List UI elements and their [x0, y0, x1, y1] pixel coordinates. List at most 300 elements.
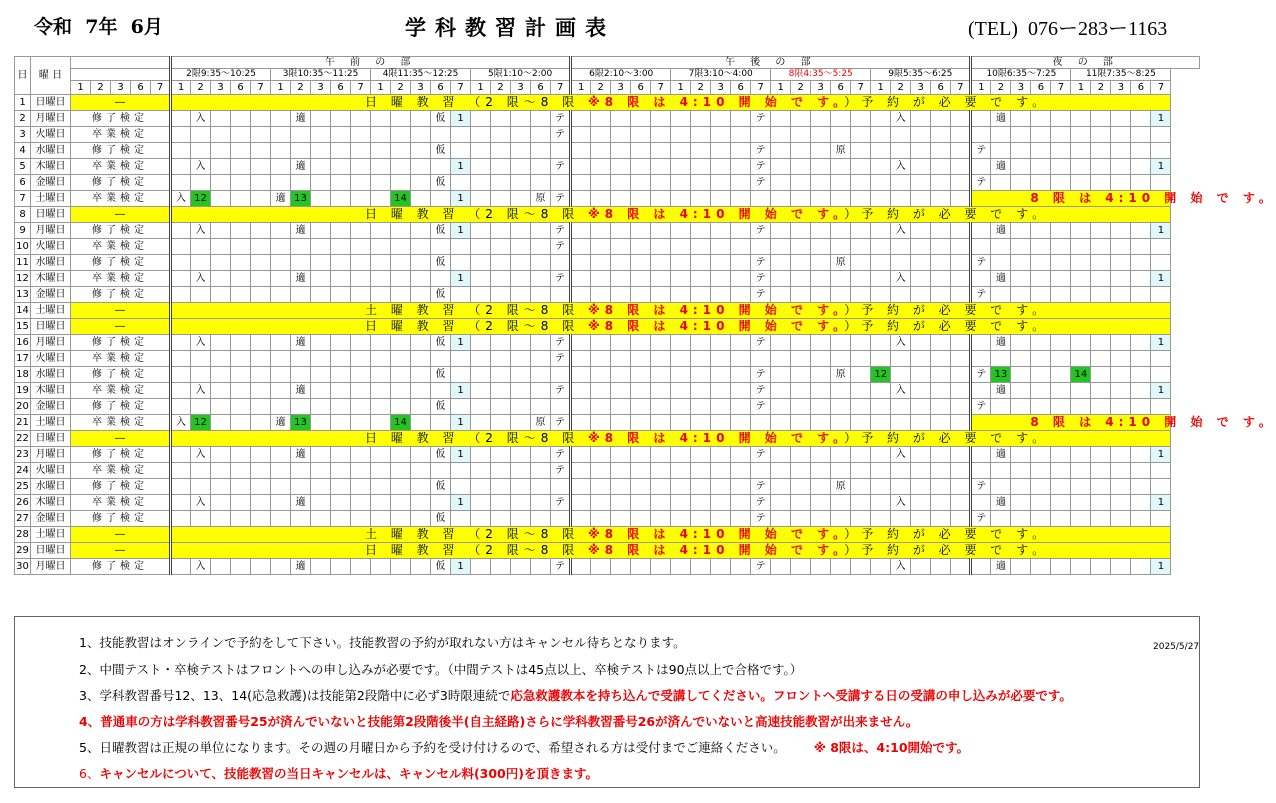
weekend-banner [171, 543, 1171, 559]
period-cell [871, 399, 891, 415]
period-cell [271, 287, 291, 303]
day-number: 1 [15, 95, 31, 111]
period-cell [631, 223, 651, 239]
period-cell [391, 335, 411, 351]
period-cell [1051, 111, 1071, 127]
period-cell [631, 559, 651, 575]
period-cell [871, 495, 891, 511]
period-cell [331, 351, 351, 367]
lesson-one-cell: 1 [451, 495, 471, 511]
weekday: 日曜日 [31, 207, 71, 223]
period-cell [191, 367, 211, 383]
period-cell [391, 399, 411, 415]
schedule-row [15, 511, 1200, 527]
period-cell [1091, 447, 1111, 463]
period-cell [591, 223, 611, 239]
period-cell [1111, 335, 1131, 351]
period-cell [771, 255, 791, 271]
period-cell [951, 271, 971, 287]
period-cell [471, 399, 491, 415]
period-cell [591, 559, 611, 575]
period-cell [731, 415, 751, 431]
period-cell [771, 191, 791, 207]
aid-lesson-cell: 14 [1071, 367, 1091, 383]
period-cell [351, 479, 371, 495]
period-cell [1071, 127, 1091, 143]
period-cell [371, 271, 391, 287]
period-cell [311, 223, 331, 239]
period-cell [331, 143, 351, 159]
period-cell [1031, 447, 1051, 463]
period-cell [951, 463, 971, 479]
period-cell [491, 159, 511, 175]
period-cell [611, 191, 631, 207]
period-cell [411, 399, 431, 415]
period-cell [851, 399, 871, 415]
period-number: 2 [291, 81, 311, 95]
period-cell [931, 335, 951, 351]
period-cell [631, 415, 651, 431]
period-cell [971, 447, 991, 463]
aid-lesson-cell: 14 [391, 191, 411, 207]
period-cell [251, 191, 271, 207]
period-cell [491, 287, 511, 303]
period-cell [1011, 335, 1031, 351]
period-cell [771, 271, 791, 287]
period-cell [331, 383, 351, 399]
period-cell [1091, 463, 1111, 479]
period-cell [951, 159, 971, 175]
period-cell [391, 383, 411, 399]
period-cell [651, 335, 671, 351]
period-cell [391, 223, 411, 239]
period-cell [551, 255, 571, 271]
period-cell [1111, 143, 1131, 159]
period-cell: テ [971, 287, 991, 303]
period-cell [251, 335, 271, 351]
period-cell [751, 239, 771, 255]
period-cell [791, 367, 811, 383]
period-number: 2 [791, 81, 811, 95]
period-cell [211, 399, 231, 415]
period-cell [791, 111, 811, 127]
banner-text: 日 曜 教 習 （2 限～8 限 [365, 431, 589, 445]
period-cell [691, 495, 711, 511]
period-cell [871, 463, 891, 479]
period-cell: 適 [291, 111, 311, 127]
period-cell [951, 479, 971, 495]
period-cell [931, 271, 951, 287]
period-number: 6 [1131, 81, 1151, 95]
period-cell: 入 [191, 559, 211, 575]
period-cell [291, 511, 311, 527]
period-cell [511, 111, 531, 127]
period-cell [671, 223, 691, 239]
period-cell [611, 463, 631, 479]
period-cell [171, 287, 191, 303]
banner-text: 日 曜 教 習 （2 限～8 限 [365, 319, 589, 333]
period-cell: 入 [191, 159, 211, 175]
period-cell [971, 271, 991, 287]
period-cell [371, 399, 391, 415]
period-cell [611, 271, 631, 287]
period-cell [991, 255, 1011, 271]
period-cell: 入 [191, 495, 211, 511]
period-cell [911, 111, 931, 127]
day-number: 28 [15, 527, 31, 543]
period-cell [571, 287, 591, 303]
period-cell [611, 175, 631, 191]
dash-label: ― [71, 431, 171, 447]
period-cell [191, 239, 211, 255]
period-cell [831, 191, 851, 207]
aid-lesson-cell: 12 [871, 367, 891, 383]
period-cell [311, 159, 331, 175]
period-cell [931, 415, 951, 431]
period-cell [671, 287, 691, 303]
period-cell [1011, 351, 1031, 367]
period-cell [1031, 159, 1051, 175]
period-cell [931, 383, 951, 399]
period-cell [871, 111, 891, 127]
phone-number: (TEL) 076ー283ー1163 [968, 18, 1168, 40]
lesson-one-cell: 1 [1151, 335, 1171, 351]
period-cell [531, 271, 551, 287]
period-cell [631, 175, 651, 191]
period-cell [291, 463, 311, 479]
period-cell [331, 511, 351, 527]
period-cell [891, 287, 911, 303]
period-cell [1131, 159, 1151, 175]
period-cell [671, 511, 691, 527]
weekday: 木曜日 [31, 495, 71, 511]
period-cell [531, 479, 551, 495]
period-cell [511, 447, 531, 463]
period-cell [771, 287, 791, 303]
period-cell [531, 399, 551, 415]
period-cell [231, 479, 251, 495]
weekday: 月曜日 [31, 223, 71, 239]
period-cell [911, 511, 931, 527]
period-cell [891, 511, 911, 527]
weekend-banner [171, 95, 1171, 111]
period-cell [531, 447, 551, 463]
period-cell [711, 159, 731, 175]
period-cell [811, 223, 831, 239]
period-cell [651, 511, 671, 527]
period-number: 2 [191, 81, 211, 95]
weekday: 水曜日 [31, 479, 71, 495]
period-cell [931, 159, 951, 175]
period-cell [491, 415, 511, 431]
period-cell [1051, 399, 1071, 415]
period-cell [411, 239, 431, 255]
period-cell [831, 111, 851, 127]
period-cell [431, 463, 451, 479]
period-cell [571, 447, 591, 463]
period-cell [491, 463, 511, 479]
period-cell [711, 223, 731, 239]
period-cell [591, 239, 611, 255]
period-cell [771, 463, 791, 479]
period-cell [451, 367, 471, 383]
period-cell [791, 175, 811, 191]
period-cell [391, 143, 411, 159]
lesson-one-cell: 1 [1151, 495, 1171, 511]
period-cell [331, 239, 351, 255]
period-cell [591, 495, 611, 511]
period-cell [1091, 511, 1111, 527]
period-cell [471, 239, 491, 255]
period-number: 1 [871, 81, 891, 95]
period-number: 7 [651, 81, 671, 95]
period-cell [311, 351, 331, 367]
period-cell [431, 351, 451, 367]
weekday: 日曜日 [31, 431, 71, 447]
period-cell [311, 383, 331, 399]
period-cell: 適 [991, 495, 1011, 511]
period-cell [1091, 143, 1111, 159]
period-cell [491, 191, 511, 207]
period-cell [691, 143, 711, 159]
period-cell [551, 399, 571, 415]
period-number: 6 [331, 81, 351, 95]
weekday: 木曜日 [31, 383, 71, 399]
period-cell [351, 143, 371, 159]
period-cell [911, 399, 931, 415]
period-cell [851, 255, 871, 271]
period-cell [391, 447, 411, 463]
period-cell [271, 479, 291, 495]
lesson-one-cell: 1 [1151, 271, 1171, 287]
period-cell: 仮 [431, 143, 451, 159]
period-cell [211, 159, 231, 175]
period-cell [471, 511, 491, 527]
period-cell [351, 255, 371, 271]
period-cell [291, 175, 311, 191]
period-cell [271, 159, 291, 175]
banner-text: 日 曜 教 習 （2 限～8 限 [365, 543, 589, 557]
period-cell [1051, 495, 1071, 511]
period-cell [771, 559, 791, 575]
period-cell [171, 399, 191, 415]
period-cell [251, 447, 271, 463]
period-cell [671, 127, 691, 143]
period-cell [331, 159, 351, 175]
period-cell [211, 511, 231, 527]
lesson-one-cell: 1 [451, 335, 471, 351]
period-cell [711, 271, 731, 287]
aid-lesson-cell: 13 [291, 191, 311, 207]
period-cell [1051, 175, 1071, 191]
period-cell [631, 479, 651, 495]
period-cell: 適 [291, 223, 311, 239]
period-cell [731, 511, 751, 527]
period-cell [611, 367, 631, 383]
period-number: 2 [691, 81, 711, 95]
period-cell [731, 447, 751, 463]
period-cell [291, 351, 311, 367]
period-cell [1011, 463, 1031, 479]
period-cell: 適 [991, 159, 1011, 175]
period-cell [931, 367, 951, 383]
period-cell [471, 415, 491, 431]
period-cell [351, 495, 371, 511]
period-cell [731, 271, 751, 287]
period-cell [471, 175, 491, 191]
dash-label: ― [71, 303, 171, 319]
period-cell: テ [551, 223, 571, 239]
period-cell [711, 511, 731, 527]
period-cell [971, 127, 991, 143]
period-cell [271, 399, 291, 415]
period-cell [1011, 239, 1031, 255]
period-number: 7 [1051, 81, 1071, 95]
period-cell [671, 447, 691, 463]
schedule-row [15, 351, 1200, 367]
period-cell [311, 191, 331, 207]
period-cell [1131, 111, 1151, 127]
period-cell [1111, 511, 1131, 527]
period-number: 6 [631, 81, 651, 95]
period-cell [371, 159, 391, 175]
period-cell [1151, 351, 1171, 367]
period-cell: テ [551, 239, 571, 255]
period-cell [511, 367, 531, 383]
period-cell [251, 127, 271, 143]
period-cell [311, 255, 331, 271]
period-cell [671, 399, 691, 415]
weekday: 金曜日 [31, 399, 71, 415]
period-cell [371, 367, 391, 383]
period-cell [791, 351, 811, 367]
slot-label: 2限9:35～10:25 [171, 69, 271, 81]
period-cell: 適 [271, 415, 291, 431]
period-cell [671, 239, 691, 255]
period-cell [691, 351, 711, 367]
period-cell [871, 191, 891, 207]
period-cell [431, 415, 451, 431]
period-cell [651, 223, 671, 239]
period-cell [191, 287, 211, 303]
period-cell: テ [971, 399, 991, 415]
period-cell: 仮 [431, 175, 451, 191]
period-cell [671, 479, 691, 495]
period-cell [771, 479, 791, 495]
period-cell [891, 143, 911, 159]
period-cell [471, 495, 491, 511]
schedule-row [15, 111, 1200, 127]
period-cell [971, 559, 991, 575]
period-cell [871, 143, 891, 159]
period-number: 6 [831, 81, 851, 95]
period-cell [411, 255, 431, 271]
period-cell [691, 383, 711, 399]
period-cell [431, 239, 451, 255]
period-cell: テ [971, 175, 991, 191]
period-cell [831, 351, 851, 367]
period-cell [1011, 159, 1031, 175]
period-cell [171, 511, 191, 527]
period-cell [811, 463, 831, 479]
lesson-one-cell: 1 [451, 223, 471, 239]
period-cell [1031, 351, 1051, 367]
period-cell [411, 367, 431, 383]
period-cell: テ [551, 111, 571, 127]
period-cell [851, 447, 871, 463]
weekday: 月曜日 [31, 111, 71, 127]
period-cell [531, 239, 551, 255]
period-cell: 入 [891, 559, 911, 575]
period-cell [591, 159, 611, 175]
exam-label: 卒業検定 [71, 351, 171, 367]
aid-lesson-cell: 13 [991, 367, 1011, 383]
period-cell [811, 239, 831, 255]
day-number: 10 [15, 239, 31, 255]
period-cell [951, 223, 971, 239]
period-cell: テ [751, 255, 771, 271]
period-cell [231, 175, 251, 191]
banner-red-text: ※8 限 は 4:10 開 始 で す。 [588, 95, 845, 109]
period-cell [771, 239, 791, 255]
period-cell [811, 271, 831, 287]
period-cell [1051, 223, 1071, 239]
period-cell [391, 479, 411, 495]
period-cell [251, 143, 271, 159]
period-cell [771, 511, 791, 527]
period-number: 7 [1151, 81, 1171, 95]
slot-label: 9限5:35～6:25 [871, 69, 971, 81]
period-cell [531, 351, 551, 367]
period-cell [251, 271, 271, 287]
period-cell [471, 463, 491, 479]
section-afternoon: 午 後 の 部 [571, 57, 971, 69]
exam-label: 卒業検定 [71, 271, 171, 287]
period-cell [271, 367, 291, 383]
period-cell [591, 383, 611, 399]
period-cell [271, 447, 291, 463]
period-cell [331, 175, 351, 191]
period-cell [991, 127, 1011, 143]
period-cell [631, 495, 651, 511]
day-number: 16 [15, 335, 31, 351]
weekday: 水曜日 [31, 255, 71, 271]
period-cell [591, 351, 611, 367]
period-cell [811, 175, 831, 191]
period-cell [791, 287, 811, 303]
period-cell [491, 383, 511, 399]
period-cell [331, 255, 351, 271]
period-cell [691, 447, 711, 463]
period-cell [231, 271, 251, 287]
period-cell [1131, 463, 1151, 479]
period-cell [191, 463, 211, 479]
period-cell [431, 159, 451, 175]
period-cell [771, 383, 791, 399]
lesson-one-cell: 1 [1151, 223, 1171, 239]
period-cell [571, 559, 591, 575]
period-cell [831, 159, 851, 175]
period-cell [871, 223, 891, 239]
period-cell: テ [751, 159, 771, 175]
period-cell [811, 335, 831, 351]
slot-label: 5限1:10～2:00 [471, 69, 571, 81]
exam-label: 修了検定 [71, 175, 171, 191]
period-cell [291, 255, 311, 271]
period-cell [451, 127, 471, 143]
period-cell [511, 191, 531, 207]
period-cell [591, 511, 611, 527]
